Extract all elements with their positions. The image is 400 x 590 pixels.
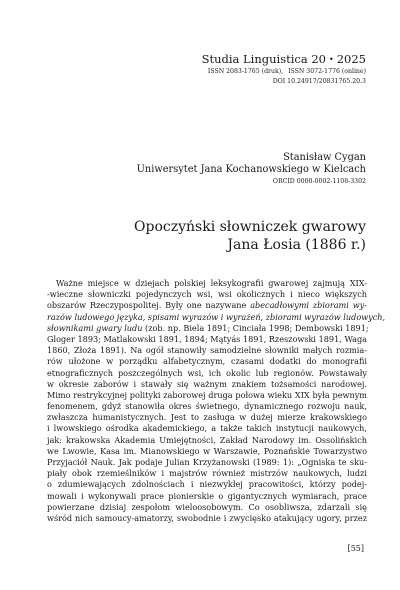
italic-term: abecadłowymi zbiorami wy- (250, 300, 367, 311)
body-line: i lwowskiego ośrodka akademickiego, a także takich instytucji naukowych, (47, 423, 367, 434)
body-line (47, 300, 367, 311)
author-affiliation: Uniwersytet Jana Kochanowskiego w Kielcach (136, 164, 366, 175)
issn-line (202, 67, 366, 77)
body-line: w okresie zaborów i stawały się ważnym znakiem tożsamości narodowej. (47, 378, 367, 389)
journal-title (202, 52, 366, 67)
author-block (137, 152, 366, 187)
body-line: Ważne miejsce w dziejach polskiej leksykografii gwarowej zajmują XIX- (56, 278, 367, 288)
body-line: Mimo restrykcyjnej polityki zaborowej druga połowa wieku XIX była pewnym (47, 389, 367, 400)
body-line: mowali i wykonywali prace pionierskie o gigantycznych wymiarach, prace (47, 490, 367, 501)
body-line: Gloger 1893; Matlakowski 1891, 1894; Mątyás 1891, Rzeszowski 1891, Waga (47, 333, 367, 344)
body-line: jak: krakowska Akademia Umiejętności, Zakład Narodowy im. Ossolińskich (47, 434, 367, 445)
body-text-span: obszarów Rzeczypospolitej. Były one nazywane (47, 300, 251, 311)
italic-term: słownikami gwary ludu (47, 322, 143, 333)
title-line-2: Jana Łosia (1886 r.) (227, 237, 366, 253)
italic-term: razów ludowego języka, spisami wyrazów i wyrażeń, zbiorami wyrazów ludowych, (47, 311, 386, 322)
body-line: fenomenem, gdyż stanowiła okres świetnego, dynamicznego rozwoju nauk, (47, 401, 367, 412)
journal-year: 2025 (336, 52, 366, 66)
issn-online: ISSN 3072-1776 (online) (288, 68, 366, 75)
bullet-separator: • (329, 55, 334, 64)
body-line: Przyjaciół Nauk. Jak podaje Julian Krzyżanowski (1989: 1): „Ogniska te sku- (47, 457, 367, 467)
body-line: powierzane dzisiaj zespołom wieloosobowym. Co osobliwsza, zdarzali się (47, 501, 367, 512)
author-name: Stanisław Cygan (283, 152, 366, 163)
article-title (134, 218, 366, 254)
doi[interactable]: DOI 10.24917/20831765.20.3 (272, 77, 366, 85)
body-line: etnograficznych poszczególnych wsi, ich okolic lub regionów. Powstawały (47, 367, 367, 378)
body-line (47, 323, 367, 334)
body-line: wśród nich samoucy-amatorzy, swobodnie i zwycięsko atakujący ugory, przez (47, 512, 367, 523)
author-orcid[interactable]: ORCID 0000-0002-1108-3302 (272, 178, 366, 185)
body-line (47, 311, 386, 323)
body-line: rów ułożone w porządku alfabetycznym, czasami dodatki do monografii (47, 356, 367, 367)
body-line: zwłaszcza humanistycznych. Jest to zasługa w dużej mierze krakowskiego (47, 412, 367, 423)
issn-print: ISSN 2083-1765 (druk), (207, 68, 284, 75)
body-paragraph (47, 278, 386, 524)
body-line: 1860, Złoża 1891). Na ogół stanowiły samodzielne słowniki małych rozmia- (47, 345, 367, 356)
title-line-1: Opoczyński słowniczek gwarowy (134, 219, 366, 235)
journal-header (202, 52, 366, 86)
body-line: -wieczne słowniczki pojedynczych wsi, wsi okolicznych i nieco większych (47, 289, 367, 300)
body-line: o zdumiewających zdolnościach i niezwykłej pracowitości, którzy podej- (47, 479, 367, 490)
body-line: piały obok rzemieślników i majstrów również mistrzów naukowych, ludzi (47, 468, 367, 479)
journal-name: Studia Linguistica 20 (201, 52, 326, 66)
page-number: [55] (347, 544, 364, 553)
body-text-span: (zob. np. Biela 1891; Cinciała 1998; Dembowski 1891; (142, 322, 369, 333)
body-line: we Lwowie, Kasa im. Mianowskiego w Warszawie, Poznańskie Towarzystwo (47, 445, 367, 456)
